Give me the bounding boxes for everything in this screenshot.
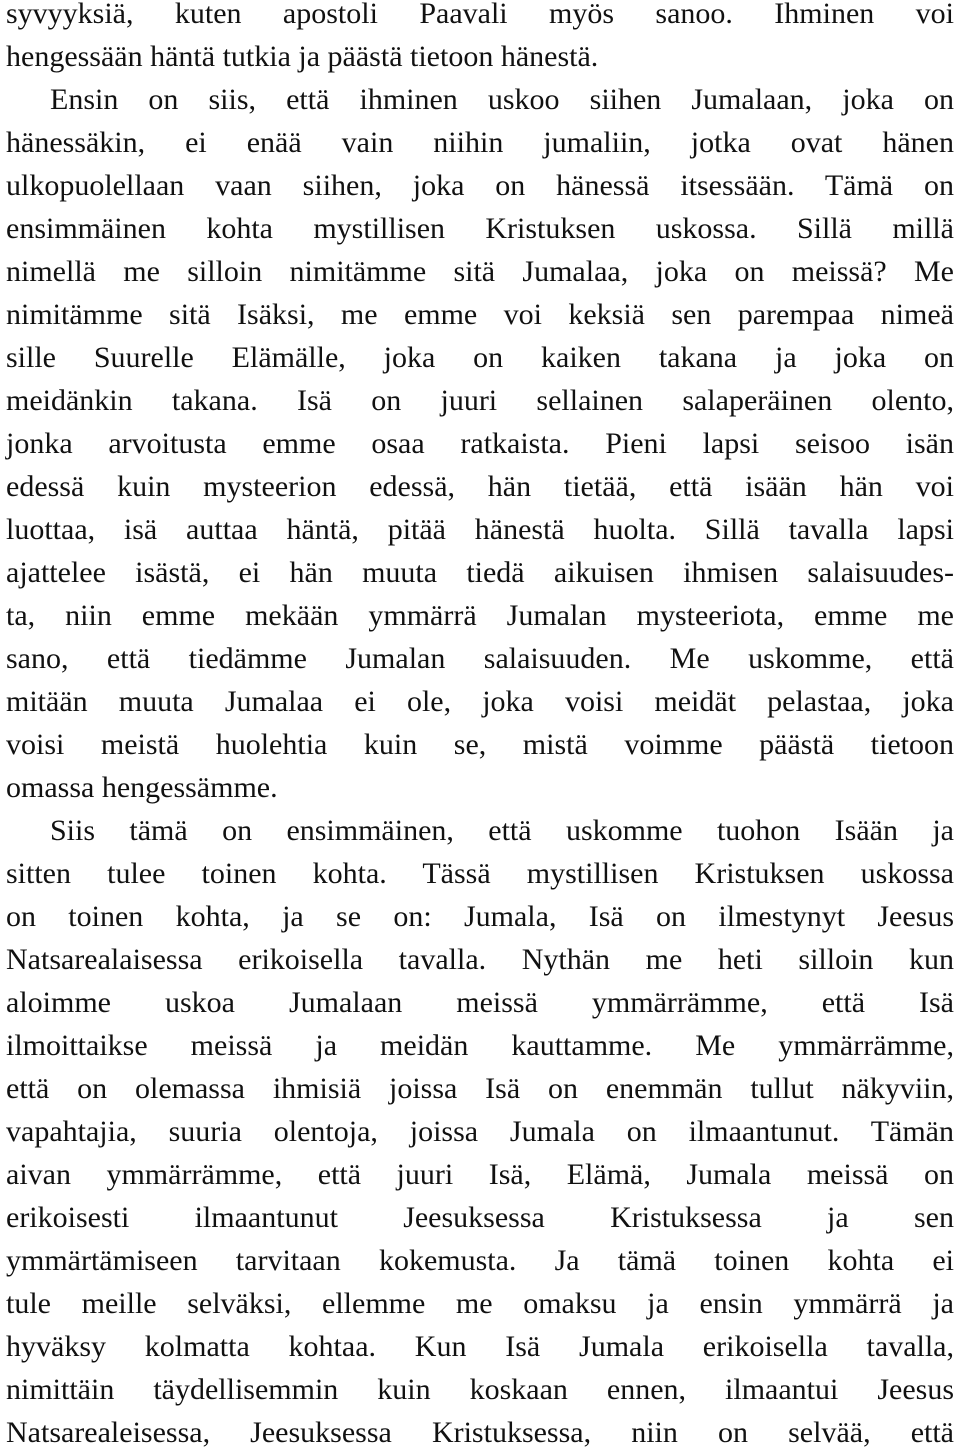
text-line: aivan ymmärrämme, että juuri Isä, Elämä, Jumala meissä on <box>6 1158 954 1191</box>
text-line: Ensin on siis, että ihminen uskoo siihen Jumalaan, joka on <box>50 83 954 116</box>
text-line: Natsarealaisessa erikoisella tavalla. Nythän me heti silloin kun <box>6 943 954 976</box>
text-line: että on olemassa ihmisiä joissa Isä on enemmän tullut näkyviin, <box>6 1072 954 1105</box>
text-line: mitään muuta Jumalaa ei ole, joka voisi meidät pelastaa, joka <box>6 685 954 718</box>
text-line: jonka arvoitusta emme osaa ratkaista. Pieni lapsi seisoo isän <box>6 427 954 460</box>
text-line: ajattelee isästä, ei hän muuta tiedä aikuisen ihmisen salaisuudes- <box>6 556 954 589</box>
text-line: hyväksy kolmatta kohtaa. Kun Isä Jumala erikoisella tavalla, <box>6 1330 954 1363</box>
text-line: sano, että tiedämme Jumalan salaisuuden. Me uskomme, että <box>6 642 954 675</box>
text-line: voisi meistä huolehtia kuin se, mistä voimme päästä tietoon <box>6 728 954 761</box>
text-line: ymmärtämiseen tarvitaan kokemusta. Ja tämä toinen kohta ei <box>6 1244 954 1277</box>
text-line: aloimme uskoa Jumalaan meissä ymmärrämme, että Isä <box>6 986 954 1019</box>
text-line: nimellä me silloin nimitämme sitä Jumalaa, joka on meissä? Me <box>6 255 954 288</box>
text-line: edessä kuin mysteerion edessä, hän tietää, että isään hän voi <box>6 470 954 503</box>
text-line: sitten tulee toinen kohta. Tässä mystillisen Kristuksen uskossa <box>6 857 954 890</box>
text-line: ta, niin emme mekään ymmärrä Jumalan mysteeriota, emme me <box>6 599 954 632</box>
text-line: nimittäin täydellisemmin kuin koskaan ennen, ilmaantui Jeesus <box>6 1373 954 1406</box>
text-line: ulkopuolellaan vaan siihen, joka on hänessä itsessään. Tämä on <box>6 169 954 202</box>
text-line: sille Suurelle Elämälle, joka on kaiken takana ja joka on <box>6 341 954 374</box>
text-line: Siis tämä on ensimmäinen, että uskomme tuohon Isään ja <box>50 814 954 847</box>
text-line: hengessään häntä tutkia ja päästä tietoon hänestä. <box>6 40 599 73</box>
text-line: syvyyksiä, kuten apostoli Paavali myös sanoo. Ihminen voi <box>6 0 954 30</box>
text-line: nimitämme sitä Isäksi, me emme voi keksiä sen parempaa nimeä <box>6 298 954 331</box>
text-line: on toinen kohta, ja se on: Jumala, Isä on ilmestynyt Jeesus <box>6 900 954 933</box>
text-line: ensimmäinen kohta mystillisen Kristuksen uskossa. Sillä millä <box>6 212 954 245</box>
text-line: ilmoittaikse meissä ja meidän kauttamme. Me ymmärrämme, <box>6 1029 954 1062</box>
text-line: Natsarealeisessa, Jeesuksessa Kristuksessa, niin on selvää, että <box>6 1416 954 1449</box>
text-line: luottaa, isä auttaa häntä, pitää hänestä huolta. Sillä tavalla lapsi <box>6 513 954 546</box>
text-line: omassa hengessämme. <box>6 771 278 804</box>
text-line: vapahtajia, suuria olentoja, joissa Jumala on ilmaantunut. Tämän <box>6 1115 954 1148</box>
document-page <box>6 0 954 1454</box>
text-line: hänessäkin, ei enää vain niihin jumaliin, jotka ovat hänen <box>6 126 954 159</box>
text-line: tule meille selväksi, ellemme me omaksu ja ensin ymmärrä ja <box>6 1287 954 1320</box>
text-line: erikoisesti ilmaantunut Jeesuksessa Kristuksessa ja sen <box>6 1201 954 1234</box>
text-line: meidänkin takana. Isä on juuri sellainen salaperäinen olento, <box>6 384 954 417</box>
